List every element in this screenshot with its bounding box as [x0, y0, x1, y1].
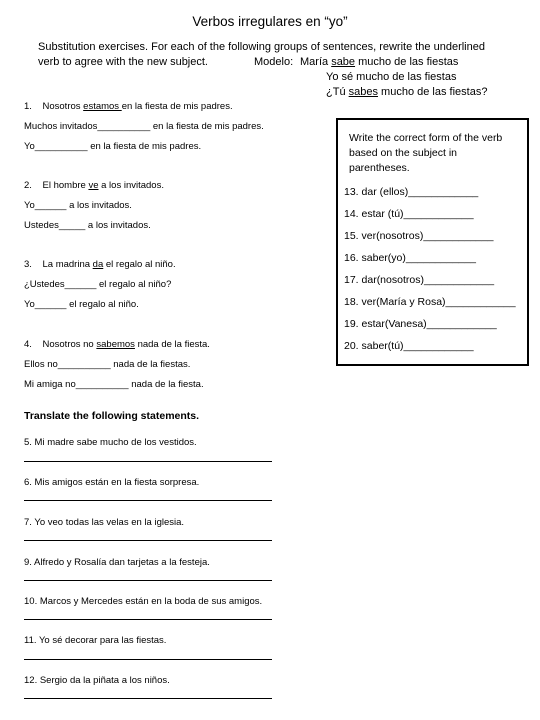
modelo-label: Modelo: [254, 56, 294, 68]
answer-line [24, 461, 272, 462]
translate-item-6: 6. Mis amigos están en la fiesta sorpresa. [24, 477, 200, 488]
group-3-item-2: Yo______ el regalo al niño. [24, 299, 139, 310]
box-item-13: 13. dar (ellos)____________ [344, 186, 479, 198]
conjugation-box [336, 118, 529, 366]
group-4-item-2: Mi amiga no__________ nada de la fiesta. [24, 379, 204, 390]
answer-line [24, 659, 272, 660]
answer-line [24, 619, 272, 620]
box-item-19: 19. estar(Vanesa)____________ [344, 318, 497, 330]
box-item-18: 18. ver(María y Rosa)____________ [344, 296, 516, 308]
group-4-item-1: Ellos no__________ nada de la fiestas. [24, 359, 191, 370]
group-1-prompt: 1. Nosotros estamos en la fiesta de mis padres. [24, 101, 233, 112]
group-2-prompt: 2. El hombre ve a los invitados. [24, 180, 164, 191]
translate-item-9: 9. Alfredo y Rosalía dan tarjetas a la festeja. [24, 557, 210, 568]
answer-line [24, 500, 272, 501]
instructions-line-2: verb to agree with the new subject. [38, 56, 208, 68]
box-item-16: 16. saber(yo)____________ [344, 252, 476, 264]
group-1-item-1: Muchos invitados__________ en la fiesta de mis padres. [24, 121, 264, 132]
translate-item-5: 5. Mi madre sabe mucho de los vestidos. [24, 437, 197, 448]
translate-item-12: 12. Sergio da la piñata a los niños. [24, 675, 170, 686]
box-item-15: 15. ver(nosotros)____________ [344, 230, 494, 242]
group-3-prompt: 3. La madrina da el regalo al niño. [24, 259, 176, 270]
box-item-20: 20. saber(tú)____________ [344, 340, 474, 352]
group-2-item-1: Yo______ a los invitados. [24, 200, 132, 211]
group-1-item-2: Yo__________ en la fiesta de mis padres. [24, 141, 202, 152]
modelo-example-1: María sabe mucho de las fiestas [300, 56, 459, 68]
box-item-17: 17. dar(nosotros)____________ [344, 274, 495, 286]
group-4-prompt: 4. Nosotros no sabemos nada de la fiesta. [24, 339, 210, 350]
answer-line [24, 540, 272, 541]
translate-item-7: 7. Yo veo todas las velas en la iglesia. [24, 517, 185, 528]
modelo-example-2: Yo sé mucho de las fiestas [326, 71, 457, 83]
translate-item-10: 10. Marcos y Mercedes están en la boda de sus amigos. [24, 596, 263, 607]
translate-heading: Translate the following statements. [24, 410, 200, 422]
translate-item-11: 11. Yo sé decorar para las fiestas. [24, 635, 167, 646]
instructions-line-1: Substitution exercises. For each of the following groups of sentences, rewrite the underlined [38, 41, 485, 53]
answer-line [24, 580, 272, 581]
group-3-item-1: ¿Ustedes______ el regalo al niño? [24, 279, 172, 290]
modelo-example-3: ¿Tú sabes mucho de las fiestas? [326, 86, 488, 98]
answer-line [24, 698, 272, 699]
page-title: Verbos irregulares en “yo” [192, 14, 348, 29]
group-2-item-2: Ustedes_____ a los invitados. [24, 220, 151, 231]
box-item-14: 14. estar (tú)____________ [344, 208, 474, 220]
box-instructions: Write the correct form of the verb based on the subject in parentheses. [349, 132, 503, 174]
